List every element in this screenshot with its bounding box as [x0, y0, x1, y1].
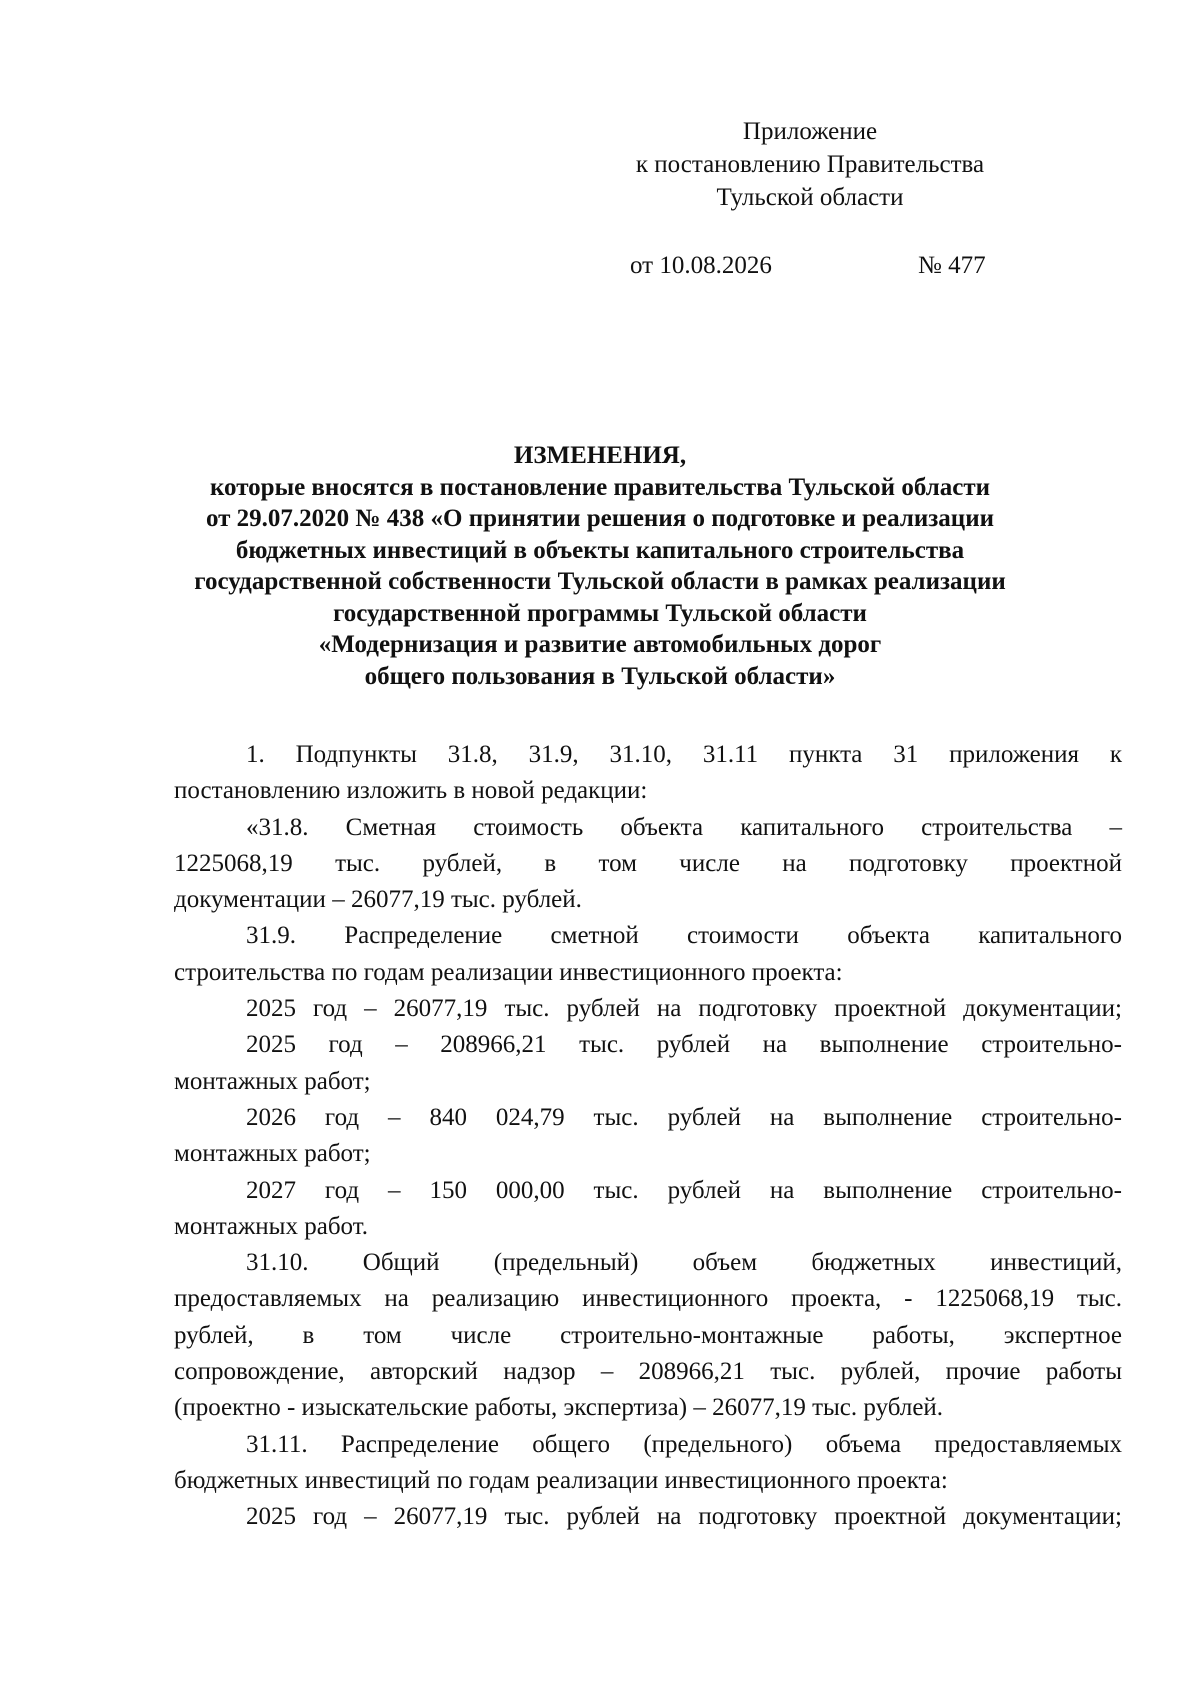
body-line: предоставляемых на реализацию инвестиционного проекта, - 1225068,19 тыс.: [174, 1285, 1122, 1313]
body-line: строительства по годам реализации инвестиционного проекта:: [174, 958, 843, 986]
body-line: документации – 26077,19 тыс. рублей.: [174, 886, 582, 914]
appendix-line: к постановлению Правительства: [635, 151, 985, 178]
body-line: 1225068,19 тыс. рублей, в том числе на подготовку проектной: [174, 849, 1122, 877]
body-line: 1. Подпункты 31.8, 31.9, 31.10, 31.11 пункта 31 приложения к: [246, 741, 1122, 768]
title-line: «Модернизация и развитие автомобильных дорог: [318, 631, 882, 658]
body-line: 2025 год – 208966,21 тыс. рублей на выполнение строительно-: [246, 1031, 1122, 1059]
document-title: [150, 440, 1050, 692]
body-line: монтажных работ;: [174, 1140, 371, 1168]
body-line: 31.11. Распределение общего (предельного) объема предоставляемых: [246, 1430, 1122, 1458]
resolution-number: № 477: [918, 252, 986, 279]
body-line: монтажных работ.: [174, 1212, 369, 1240]
body-line: бюджетных инвестиций по годам реализации инвестиционного проекта:: [174, 1466, 948, 1494]
title-line: общего пользования в Тульской области»: [364, 662, 836, 690]
body-line: 2026 год – 840 024,79 тыс. рублей на выполнение строительно-: [246, 1103, 1122, 1131]
title-line: государственной собственности Тульской области в рамках реализации: [194, 568, 1006, 595]
body-line: 2027 год – 150 000,00 тыс. рублей на выполнение строительно-: [246, 1176, 1122, 1204]
title-line: которые вносятся в постановление правительства Тульской области: [209, 473, 991, 501]
title-line: ИЗМЕНЕНИЯ,: [513, 442, 687, 469]
title-line: от 29.07.2020 № 438 «О принятии решения о подготовке и реализации: [205, 505, 995, 532]
appendix-line: Приложение: [742, 118, 878, 145]
body-line: рублей, в том числе строительно-монтажные работы, экспертное: [174, 1321, 1122, 1349]
body-line: «31.8. Сметная стоимость объекта капитального строительства –: [246, 813, 1122, 841]
body-line: 31.10. Общий (предельный) объем бюджетных инвестиций,: [246, 1249, 1122, 1277]
appendix-line: Тульской области: [716, 184, 904, 211]
appendix-header: [600, 115, 1020, 214]
body-line: сопровождение, авторский надзор – 208966,21 тыс. рублей, прочие работы: [174, 1358, 1122, 1386]
document-body: [174, 737, 1122, 1536]
body-line: 2025 год – 26077,19 тыс. рублей на подготовку проектной документации;: [246, 995, 1122, 1023]
body-line: монтажных работ;: [174, 1067, 371, 1095]
resolution-date: от 10.08.2026: [630, 252, 772, 279]
body-line: (проектно - изыскательские работы, экспертиза) – 26077,19 тыс. рублей.: [174, 1394, 944, 1422]
title-line: бюджетных инвестиций в объекты капитального строительства: [235, 536, 965, 564]
body-line: 2025 год – 26077,19 тыс. рублей на подготовку проектной документации;: [246, 1503, 1122, 1531]
title-line: государственной программы Тульской области: [333, 599, 867, 627]
body-line: постановлению изложить в новой редакции:: [174, 777, 648, 805]
body-line: 31.9. Распределение сметной стоимости объекта капитального: [246, 922, 1122, 950]
